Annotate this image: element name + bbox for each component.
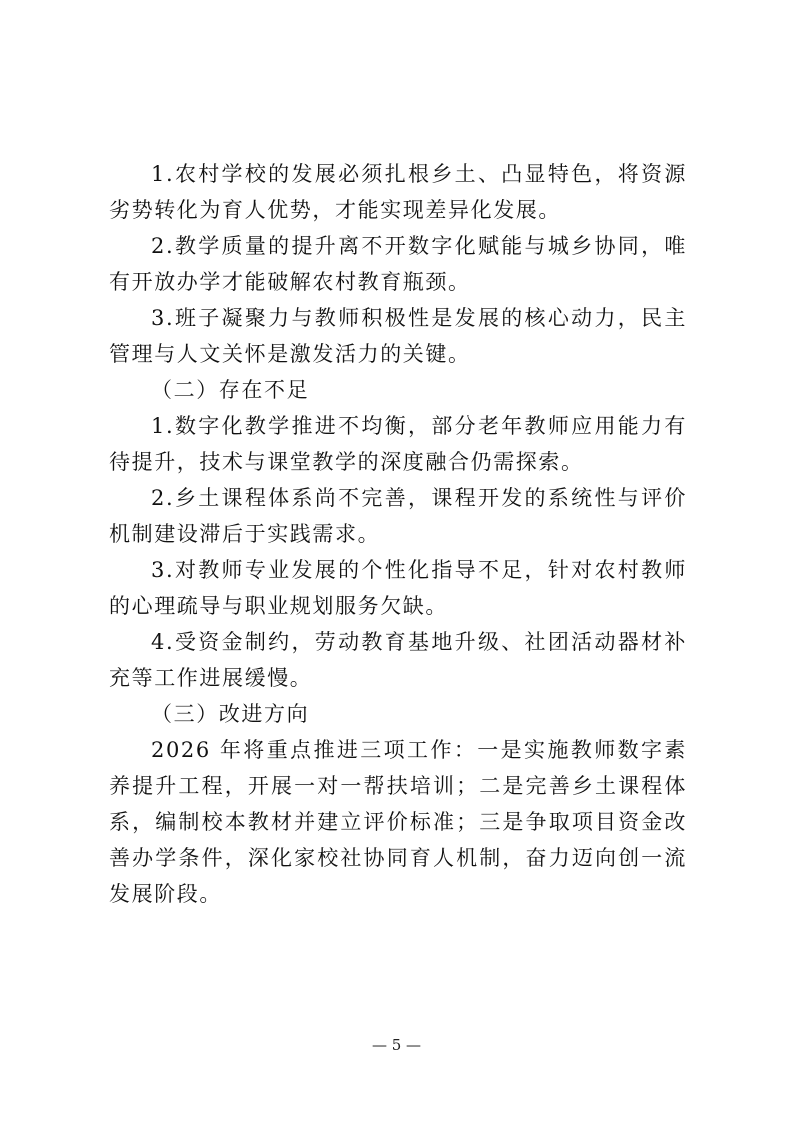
lesson-paragraph-1: 1.农村学校的发展必须扎根乡土、凸显特色，将资源劣势转化为育人优势，才能实现差异化发展。	[109, 162, 687, 222]
improvement-intro: 2026 年将重点推进三项工作：	[151, 738, 478, 762]
section-heading-improvement: （三）改进方向	[151, 702, 310, 726]
section-heading-shortcomings: （二）存在不足	[151, 378, 310, 402]
lesson-paragraph-2: 2.教学质量的提升离不开数字化赋能与城乡协同，唯有开放办学才能破解农村教育瓶颈。	[109, 234, 687, 294]
page-number: — 5 —	[371, 1036, 422, 1054]
shortcoming-paragraph-3: 3.对教师专业发展的个性化指导不足，针对农村教师的心理疏导与职业规划服务欠缺。	[109, 558, 687, 618]
improvement-item-3: 争取项目资金改善办学条件，深化家校社协同育人机制，奋力迈向创一流发展阶段。	[109, 810, 687, 906]
shortcoming-paragraph-2: 2.乡土课程体系尚不完善，课程开发的系统性与评价机制建设滞后于实践需求。	[109, 486, 687, 546]
keyword-third: 三是	[478, 810, 526, 834]
shortcoming-paragraph-4: 4.受资金制约，劳动教育基地升级、社团活动器材补充等工作进展缓慢。	[109, 630, 687, 690]
page-content	[109, 156, 687, 912]
keyword-second: 二是	[478, 774, 526, 798]
improvement-item-2: 完善乡土课程体系，编制校本教材并建立评价标准；	[109, 774, 687, 834]
improvement-paragraph	[109, 732, 687, 912]
lesson-paragraph-3: 3.班子凝聚力与教师积极性是发展的核心动力，民主管理与人文关怀是激发活力的关键。	[109, 306, 687, 366]
shortcoming-paragraph-1: 1.数字化教学推进不均衡，部分老年教师应用能力有待提升，技术与课堂教学的深度融合仍需探索。	[109, 414, 687, 474]
keyword-first: 一是	[477, 738, 525, 762]
improvement-item-1: 实施教师数字素养提升工程，开展一对一帮扶培训；	[109, 738, 688, 798]
